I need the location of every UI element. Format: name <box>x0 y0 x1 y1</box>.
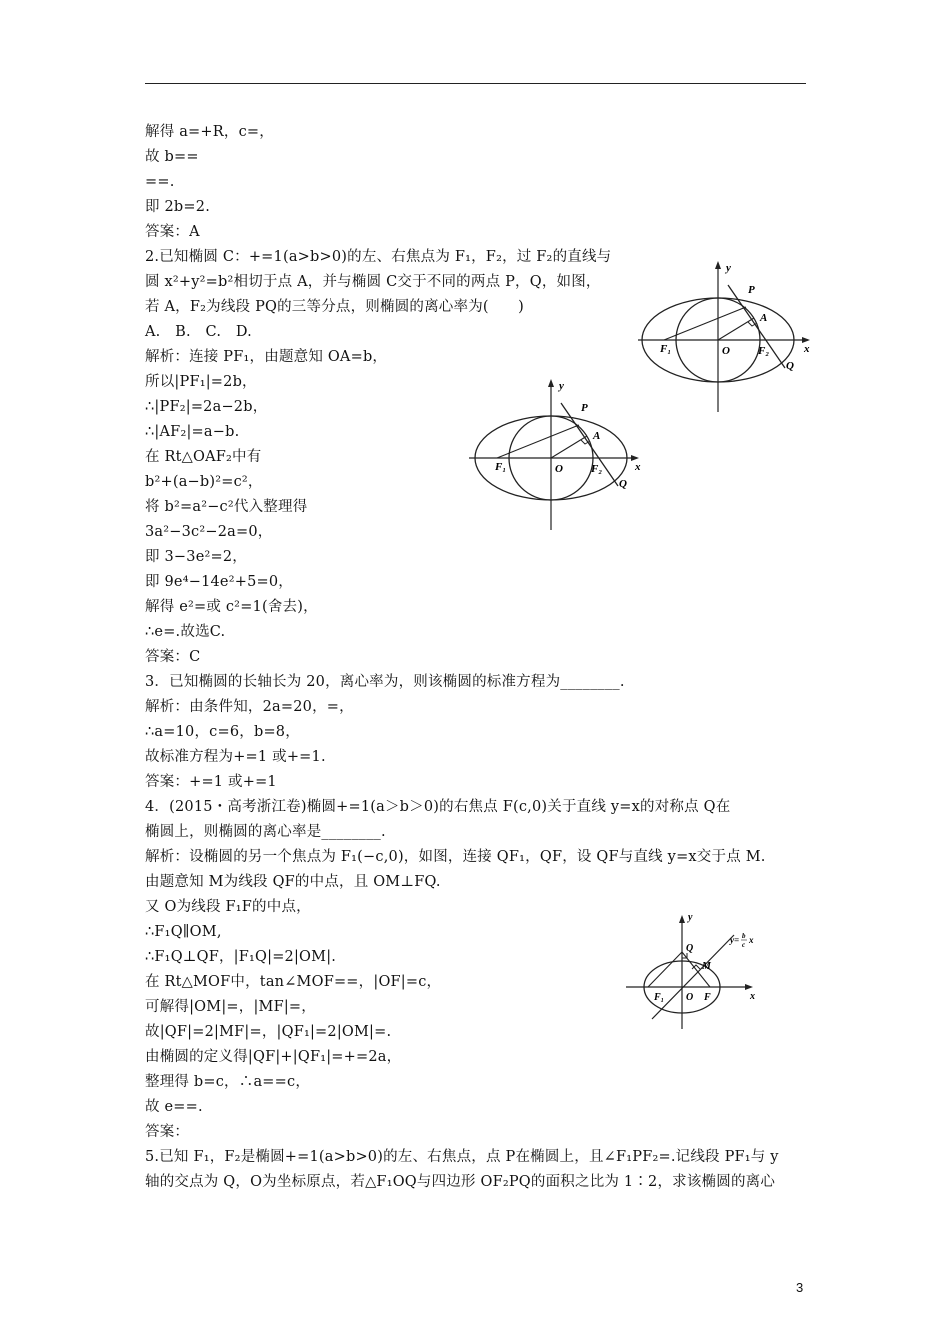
text-line: ∴F₁Q∥OM, <box>145 924 222 940</box>
text-line: 整理得 b=c，∴a==c， <box>145 1074 311 1090</box>
fig3-x-label: x <box>750 991 755 1002</box>
text-line: 解得 a=+R，c=， <box>145 124 274 140</box>
text-line: 即 9e⁴−14e²+5=0， <box>145 574 293 590</box>
fig3-line-label: y= <box>730 935 740 945</box>
text-line: 答案：C <box>145 649 201 665</box>
fig1-x-label: x <box>804 343 810 355</box>
text-line: 若 A，F₂为线段 PQ的三等分点，则椭圆的离心率为( ) <box>145 299 525 315</box>
fig3-c-label: c <box>742 941 746 949</box>
text-line: 圆 x²+y²=b²相切于点 A，并与椭圆 C交于不同的两点 P，Q，如图， <box>145 274 601 290</box>
text-line: 即 3−3e²=2， <box>145 549 247 565</box>
text-line: 4．(2015・高考浙江卷)椭圆+=1(a＞b＞0)的右焦点 F(c,0)关于直线 y=x的对称点 Q在 <box>145 799 731 815</box>
text-line: 可解得|OM|=，|MF|=， <box>145 999 316 1015</box>
answer-options: A. B. C. D. <box>145 324 252 340</box>
ellipse-tangent-figure-2 <box>463 374 653 534</box>
fig3-m-label: M <box>702 961 711 972</box>
ellipse-tangent-figure-1 <box>630 255 820 415</box>
text-line: 3a²−3c²−2a=0， <box>145 524 273 540</box>
page-number: 3 <box>796 1280 804 1295</box>
text-line: 答案：+=1 或+=1 <box>145 774 277 790</box>
text-line: 又 O为线段 F₁F的中点， <box>145 899 311 915</box>
text-line: 所以|PF₁|=2b， <box>145 374 257 390</box>
text-line: 2.已知椭圆 C：+=1(a>b>0)的左、右焦点为 F₁，F₂，过 F₂的直线与 <box>145 249 612 265</box>
text-line: 轴的交点为 Q，O为坐标原点，若△F₁OQ与四边形 OF₂PQ的面积之比为 1∶2，求该椭圆的离心 <box>145 1174 776 1190</box>
fig1-o-label: O <box>722 345 730 357</box>
text-line: ∴e=.故选C. <box>145 624 226 640</box>
text-line: 3．已知椭圆的长轴长为 20，离心率为，则该椭圆的标准方程为________. <box>145 674 625 690</box>
text-line: ∴|PF₂|=2a−2b， <box>145 399 268 415</box>
text-line: 由题意知 M为线段 QF的中点，且 OM⊥FQ. <box>145 874 441 890</box>
fig2-o-label: O <box>555 463 563 475</box>
fig2-y-label: y <box>559 380 564 392</box>
fig2-a-label: A <box>593 430 601 442</box>
text-line: b²+(a−b)²=c²， <box>145 474 263 490</box>
text-line: 答案：A <box>145 224 200 240</box>
text-line: 解析：由条件知，2a=20，=， <box>145 699 354 715</box>
fig3-q-label: Q <box>686 943 694 954</box>
text-line: 故|QF|=2|MF|=，|QF₁|=2|OM|=. <box>145 1024 392 1040</box>
text-line: 5.已知 F₁，F₂是椭圆+=1(a>b>0)的左、右焦点，点 P在椭圆上，且∠F₁PF₂=.记线段 PF₁与 y <box>145 1149 779 1165</box>
fig1-a-label: A <box>760 312 768 324</box>
text-line: ==. <box>145 174 175 190</box>
text-line: 解得 e²=或 c²=1(舍去)， <box>145 599 318 615</box>
text-line: 将 b²=a²−c²代入整理得 <box>145 499 308 515</box>
text-line: 在 Rt△OAF₂中有 <box>145 449 262 465</box>
text-line: 由椭圆的定义得|QF|+|QF₁|=+=2a， <box>145 1049 402 1065</box>
text-line: 解析：设椭圆的另一个焦点为 F₁(−c,0)，如图，连接 QF₁，QF，设 QF与直线 y=x交于点 M. <box>145 849 766 865</box>
fig2-f1-label: F₁ <box>495 461 507 473</box>
text-line: ∴F₁Q⊥QF，|F₁Q|=2|OM|. <box>145 949 337 965</box>
fig3-f-label: F <box>704 992 711 1003</box>
text-line: 答案： <box>145 1124 190 1140</box>
text-line: 即 2b=2. <box>145 199 211 215</box>
fig2-p-label: P <box>581 402 588 414</box>
text-line: ∴a=10，c=6，b=8， <box>145 724 300 740</box>
fig3-y-label: y <box>688 912 693 923</box>
text-line: 故 e==. <box>145 1099 203 1115</box>
text-line: 椭圆上，则椭圆的离心率是________. <box>145 824 386 840</box>
fig3-f1-label: F₁ <box>654 992 665 1003</box>
text-line: 解析：连接 PF₁，由题意知 OA=b， <box>145 349 388 365</box>
fig3-xvar-label: x <box>749 935 754 945</box>
fig1-p-label: P <box>748 284 755 296</box>
text-line: ∴|AF₂|=a−b. <box>145 424 240 440</box>
header-rule <box>145 83 806 84</box>
fig1-y-label: y <box>726 262 731 274</box>
fig2-q-label: Q <box>619 478 627 490</box>
ellipse-symmetry-figure <box>622 907 772 1037</box>
fig2-x-label: x <box>635 461 641 473</box>
fig3-b-label: b <box>742 932 746 940</box>
text-line: 在 Rt△MOF中，tan∠MOF==，|OF|=c， <box>145 974 442 990</box>
text-line: 故 b== <box>145 149 199 165</box>
fig1-f2-label: F₂ <box>758 345 770 357</box>
fig2-f2-label: F₂ <box>591 463 603 475</box>
text-line: 故标准方程为+=1 或+=1. <box>145 749 326 765</box>
fig3-o-label: O <box>686 992 694 1003</box>
fig1-q-label: Q <box>786 360 794 372</box>
fig1-f1-label: F₁ <box>660 343 672 355</box>
